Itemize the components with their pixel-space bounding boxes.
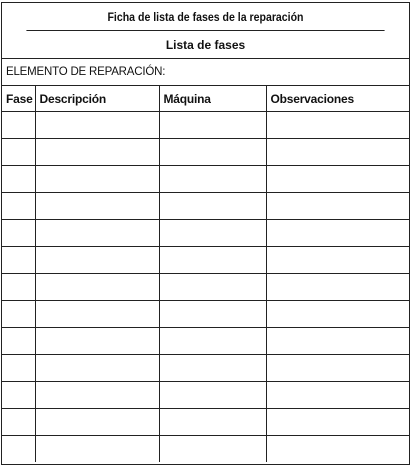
cell-fase[interactable] (2, 274, 35, 301)
repair-element-field[interactable] (2, 59, 409, 86)
cell-fase[interactable] (2, 409, 35, 436)
cell-descripcion[interactable] (35, 247, 159, 274)
table-row (2, 301, 409, 328)
cell-descripcion[interactable] (35, 274, 159, 301)
cell-observaciones[interactable] (266, 193, 409, 220)
cell-maquina[interactable] (159, 220, 266, 247)
phases-table (2, 86, 409, 462)
header-observaciones: Observaciones (266, 86, 409, 112)
table-row (2, 220, 409, 247)
table-row (2, 139, 409, 166)
table-row (2, 112, 409, 139)
cell-maquina[interactable] (159, 274, 266, 301)
cell-observaciones[interactable] (266, 355, 409, 382)
cell-observaciones[interactable] (266, 382, 409, 409)
table-row (2, 382, 409, 409)
cell-observaciones[interactable] (266, 112, 409, 139)
cell-descripcion[interactable] (35, 193, 159, 220)
phases-table-body (2, 112, 409, 463)
table-row (2, 328, 409, 355)
cell-maquina[interactable] (159, 301, 266, 328)
cell-fase[interactable] (2, 247, 35, 274)
header-fase: Fase (2, 86, 35, 112)
cell-fase[interactable] (2, 328, 35, 355)
cell-maquina[interactable] (159, 166, 266, 193)
cell-fase[interactable] (2, 193, 35, 220)
repair-phase-list-form (1, 2, 410, 465)
cell-fase[interactable] (2, 436, 35, 463)
cell-maquina[interactable] (159, 247, 266, 274)
repair-element-label: ELEMENTO DE REPARACIÓN: (6, 66, 166, 78)
table-row (2, 409, 409, 436)
cell-observaciones[interactable] (266, 328, 409, 355)
form-title (26, 3, 384, 31)
table-row (2, 193, 409, 220)
table-row (2, 436, 409, 463)
cell-observaciones[interactable] (266, 247, 409, 274)
cell-descripcion[interactable] (35, 409, 159, 436)
cell-observaciones[interactable] (266, 139, 409, 166)
cell-observaciones[interactable] (266, 166, 409, 193)
cell-maquina[interactable] (159, 139, 266, 166)
cell-descripcion[interactable] (35, 436, 159, 463)
header-maquina: Máquina (159, 86, 266, 112)
cell-descripcion[interactable] (35, 301, 159, 328)
cell-maquina[interactable] (159, 409, 266, 436)
cell-maquina[interactable] (159, 193, 266, 220)
cell-fase[interactable] (2, 220, 35, 247)
table-row (2, 355, 409, 382)
cell-fase[interactable] (2, 382, 35, 409)
cell-fase[interactable] (2, 112, 35, 139)
phases-table-header (2, 86, 409, 112)
cell-fase[interactable] (2, 355, 35, 382)
cell-fase[interactable] (2, 166, 35, 193)
cell-descripcion[interactable] (35, 355, 159, 382)
cell-descripcion[interactable] (35, 220, 159, 247)
cell-maquina[interactable] (159, 328, 266, 355)
cell-descripcion[interactable] (35, 328, 159, 355)
form-subtitle (2, 31, 409, 59)
header-descripcion: Descripción (35, 86, 159, 112)
cell-observaciones[interactable] (266, 301, 409, 328)
form-subtitle-text: Lista de fases (165, 37, 246, 52)
cell-maquina[interactable] (159, 382, 266, 409)
cell-observaciones[interactable] (266, 274, 409, 301)
cell-maquina[interactable] (159, 355, 266, 382)
cell-fase[interactable] (2, 301, 35, 328)
table-row (2, 274, 409, 301)
cell-descripcion[interactable] (35, 382, 159, 409)
form-title-text: Ficha de lista de fases de la reparación (107, 9, 304, 24)
cell-descripcion[interactable] (35, 166, 159, 193)
cell-maquina[interactable] (159, 436, 266, 463)
cell-descripcion[interactable] (35, 139, 159, 166)
cell-descripcion[interactable] (35, 112, 159, 139)
cell-observaciones[interactable] (266, 409, 409, 436)
table-row (2, 166, 409, 193)
cell-observaciones[interactable] (266, 220, 409, 247)
table-row (2, 247, 409, 274)
cell-fase[interactable] (2, 139, 35, 166)
cell-maquina[interactable] (159, 112, 266, 139)
cell-observaciones[interactable] (266, 436, 409, 463)
